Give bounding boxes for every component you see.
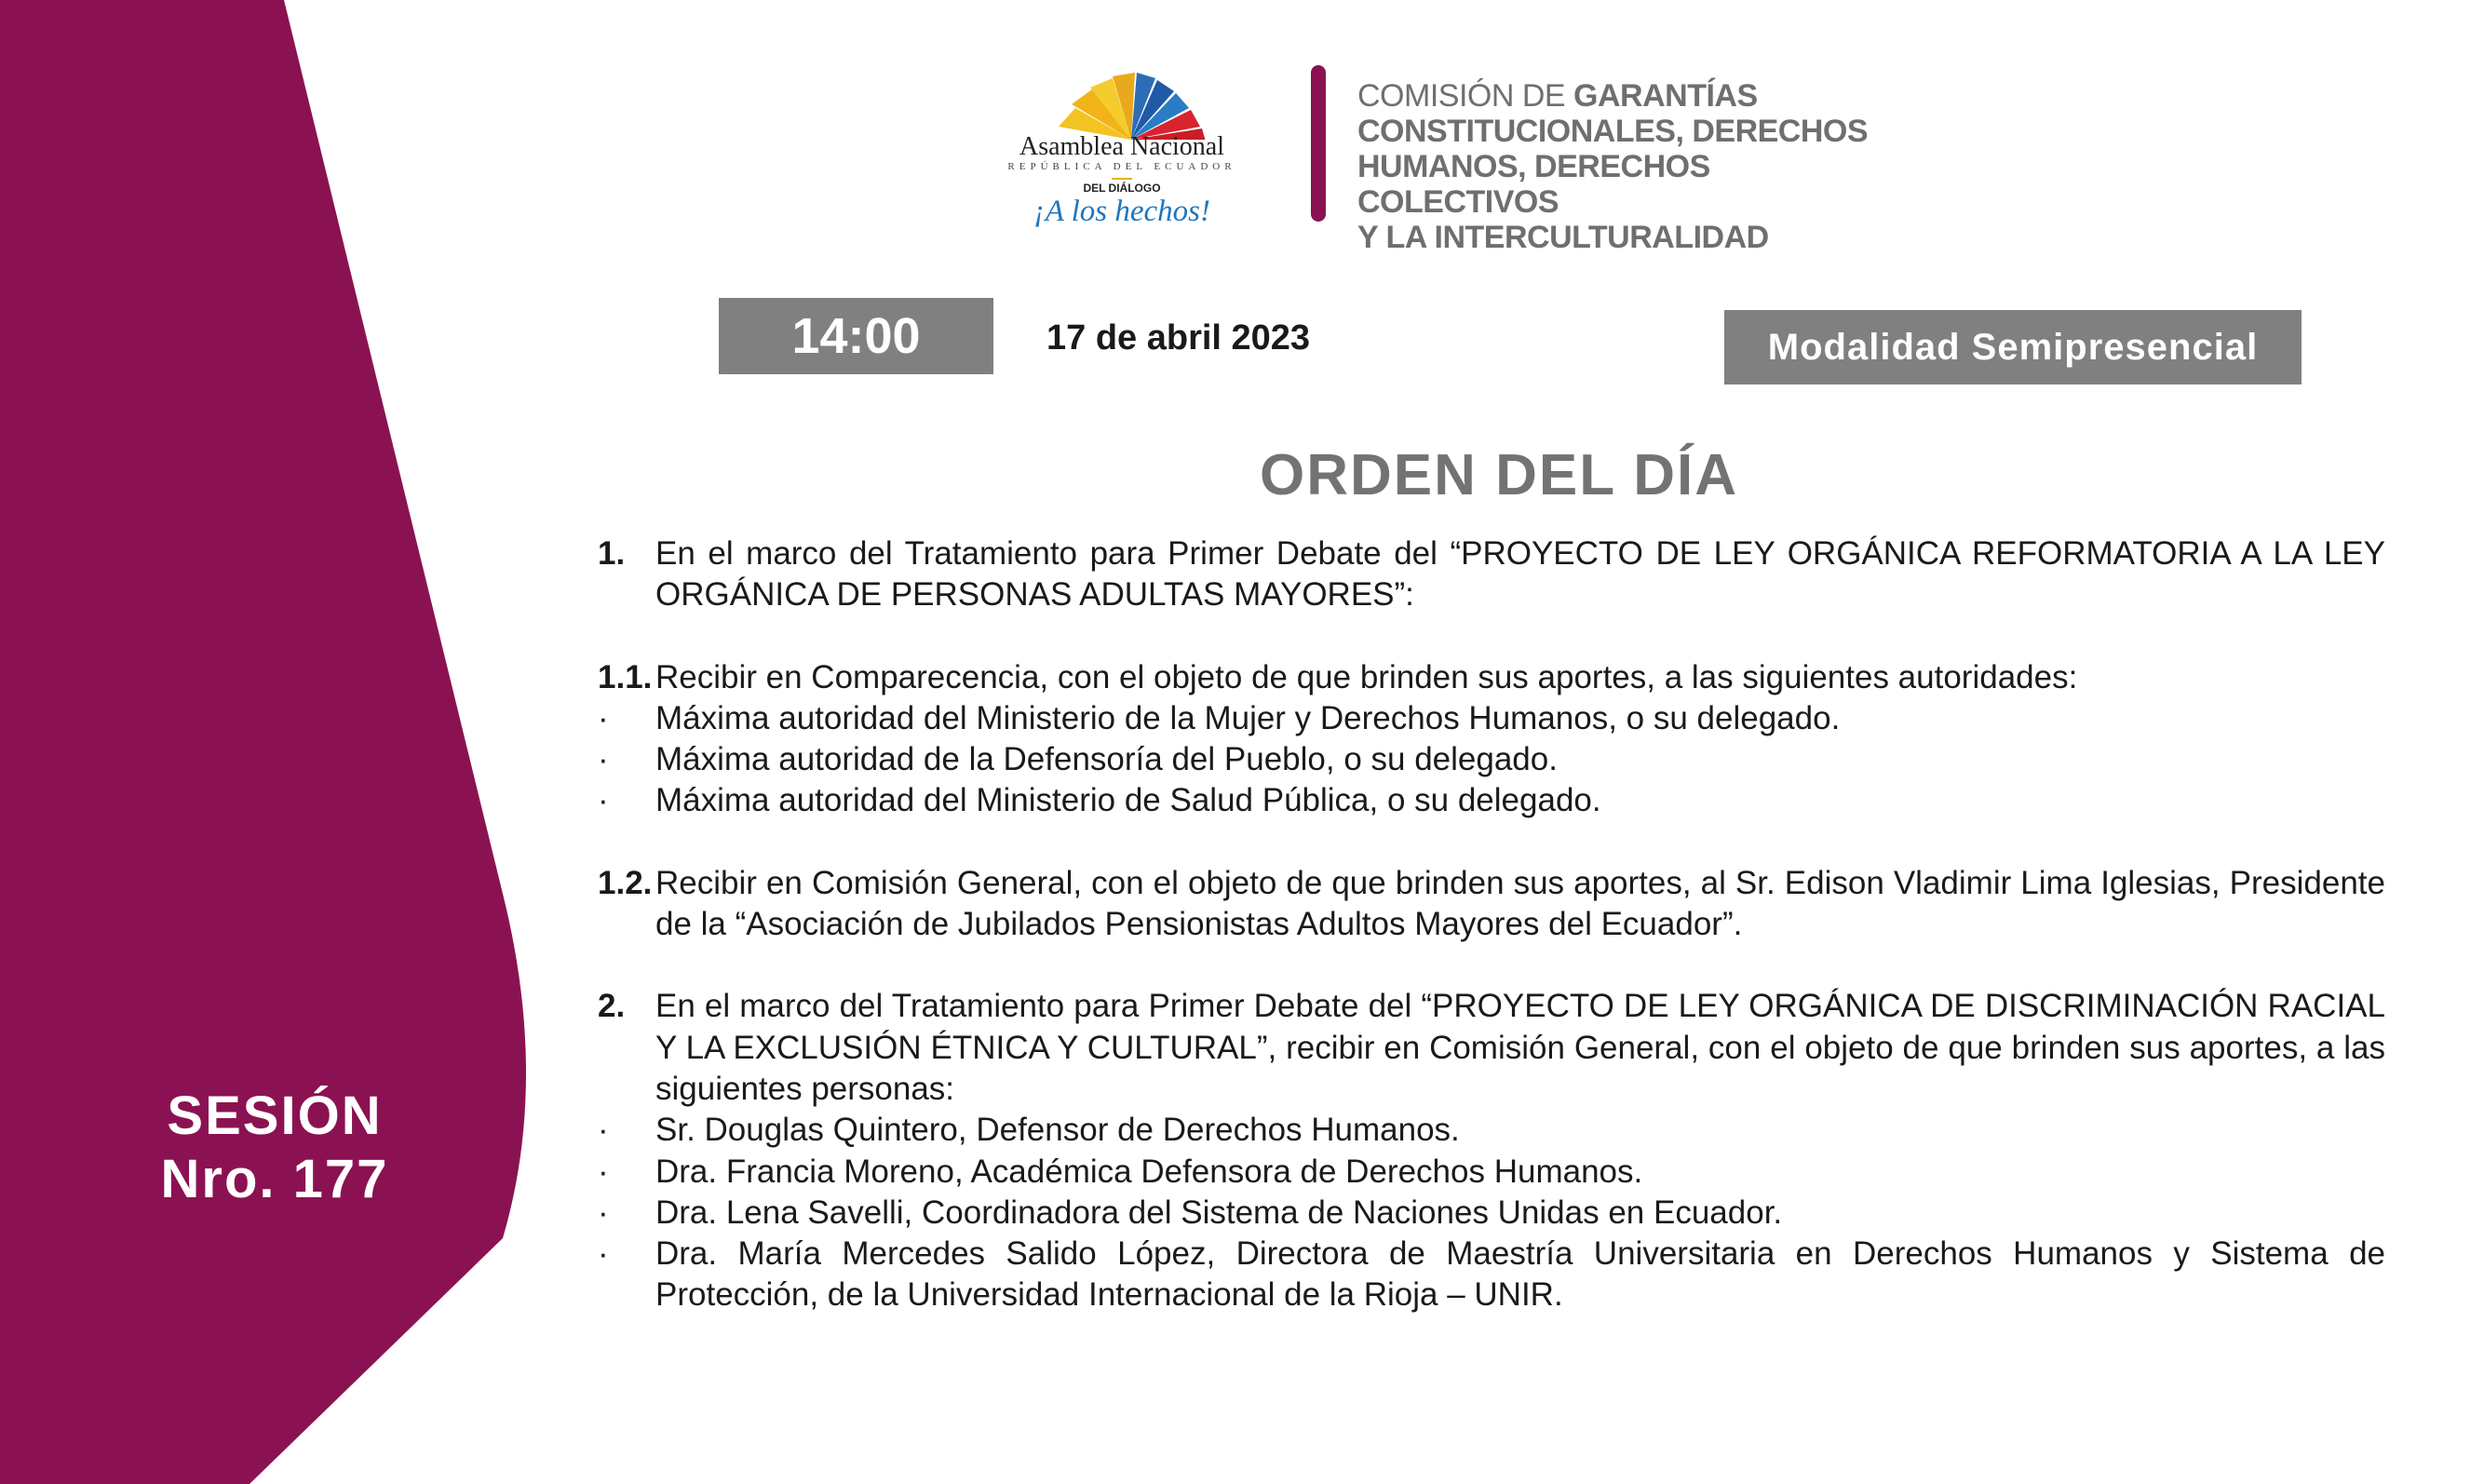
session-word: SESIÓN [167,1086,383,1146]
agenda-item-number: 1.2. [598,864,653,901]
asamblea-logo [968,65,1276,228]
commission-line2: CONSTITUCIONALES, DERECHOS [1357,114,1869,149]
meeting-date: 17 de abril 2023 [1046,318,1311,358]
list-item-text: Máxima autoridad del Ministerio de Salud Pública, o su delegado. [655,782,1601,819]
commission-line1-light: COMISIÓN DE [1357,78,1566,114]
list-item-text: Dra. María Mercedes Salido López, Directora de Maestría Universitaria en Derechos Humanos y Sistema de Protección, de la Universidad Internacional de la Rioja – UNIR. [655,1235,2385,1314]
agenda-item-text: En el marco del Tratamiento para Primer Debate del “PROYECTO DE LEY ORGÁNICA DE DISCRIMINACIÓN RACIAL Y LA EXCLUSIÓN ÉTNICA Y CULTURAL”, recibir en Comisión General, con el objeto de que brinden sus aportes, a las siguientes personas: [655,988,2385,1107]
list-item: · Máxima autoridad del Ministerio de Salud Pública, o su delegado. [598,782,1601,819]
commission-line1-bold: GARANTÍAS [1573,78,1758,114]
list-item-text: Máxima autoridad de la Defensoría del Pueblo, o su delegado. [655,741,1558,778]
agenda-item-text: Recibir en Comisión General, con el objeto de que brinden sus aportes, al Sr. Edison Vladimir Lima Iglesias, Presidente de la “Asociación de Jubilados Pensionistas Adultos Mayores del Ecuador”. [655,864,2385,943]
list-item: · Dra. Francia Moreno, Académica Defensora de Derechos Humanos. [598,1153,1643,1190]
commission-line4: Y LA INTERCULTURALIDAD [1357,220,1769,255]
agenda-item-text: En el marco del Tratamiento para Primer Debate del “PROYECTO DE LEY ORGÁNICA REFORMATORIA A LA LEY ORGÁNICA DE PERSONAS ADULTAS MAYORES”: [655,535,2385,614]
agenda-item-1-2 [598,863,2385,946]
logo-tagline-small: DEL DIÁLOGO [1083,182,1161,195]
list-item: · Dra. Lena Savelli, Coordinadora del Sistema de Naciones Unidas en Ecuador. [598,1194,1783,1231]
side-panel-shape [0,0,559,1484]
sunburst-logo-icon [1043,65,1220,140]
list-item: · Dra. María Mercedes Salido López, Directora de Maestría Universitaria en Derechos Humanos y Sistema de Protección, de la Universidad Internacional de la Rioja – UNIR. [598,1235,2385,1314]
agenda-item-1 [598,533,2385,616]
list-item-text: Máxima autoridad del Ministerio de la Mujer y Derechos Humanos, o su delegado. [655,699,1841,736]
list-item: · Máxima autoridad del Ministerio de la Mujer y Derechos Humanos, o su delegado. [598,699,1841,736]
logo-divider [1112,178,1132,180]
agenda-list [598,533,2385,1316]
list-item-text: Dra. Francia Moreno, Académica Defensora de Derechos Humanos. [655,1153,1643,1190]
list-item: · Sr. Douglas Quintero, Defensor de Derechos Humanos. [598,1112,1460,1149]
agenda-item-2 [598,986,2385,1110]
agenda-title: ORDEN DEL DÍA [1259,443,1738,507]
logo-slogan: ¡A los hechos! [1033,195,1211,228]
session-label [88,1085,461,1211]
logo-subtitle: REPÚBLICA DEL ECUADOR [1007,161,1236,172]
logo-name: Asamblea Nacional [1019,132,1225,161]
list-item: · Máxima autoridad de la Defensoría del Pueblo, o su delegado. [598,741,1558,778]
header-divider [1311,65,1326,222]
agenda-item-number: 1. [598,535,626,572]
meeting-time: 14:00 [719,298,993,374]
agenda-item-number: 2. [598,988,626,1025]
session-number: Nro. 177 [160,1149,389,1209]
agenda-item-number: 1.1. [598,658,653,695]
commission-line3: HUMANOS, DERECHOS COLECTIVOS [1357,149,1710,220]
meeting-modality: Modalidad Semipresencial [1724,310,2302,384]
agenda-item-text: Recibir en Comparecencia, con el objeto de que brinden sus aportes, a las siguientes autoridades: [655,658,2078,695]
commission-title [1357,78,1916,255]
list-item-text: Sr. Douglas Quintero, Defensor de Derechos Humanos. [655,1112,1460,1149]
list-item-text: Dra. Lena Savelli, Coordinadora del Sistema de Naciones Unidas en Ecuador. [655,1194,1783,1231]
agenda-item-1-1 [598,657,2484,698]
